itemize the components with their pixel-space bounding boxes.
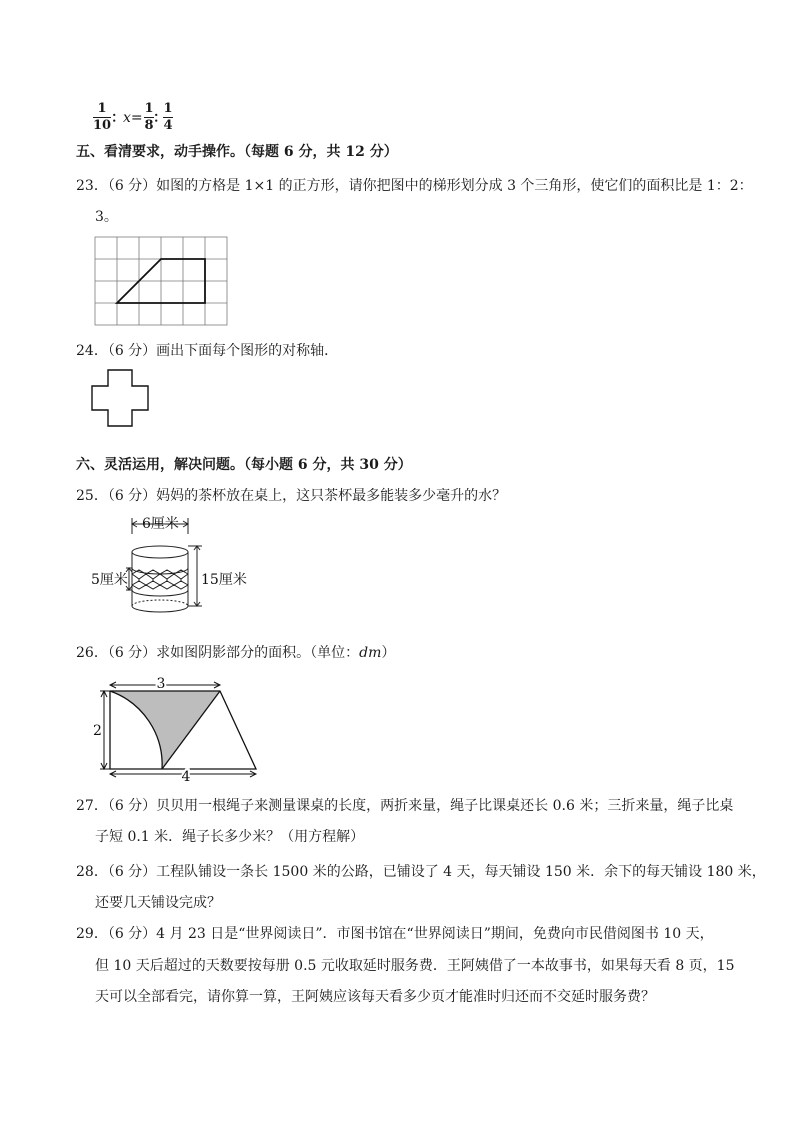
fraction-numerator: 1 xyxy=(163,101,173,116)
fraction-denominator: 10 xyxy=(93,118,112,133)
question-25-text: 25．（6 分）妈妈的茶杯放在桌上，这只茶杯最多能装多少毫升的水？ xyxy=(76,488,507,504)
label-left-2: 2 xyxy=(93,723,102,739)
cross-shape-figure xyxy=(90,368,150,428)
shaded-area-figure xyxy=(92,673,264,785)
question-28-text-cont: 还要几天铺设完成？ xyxy=(95,895,221,911)
question-29-text: 29．（6 分）4 月 23 日是“世界阅读日”．市图书馆在“世界阅读日”期间，免费向市民借阅图书 10 天， xyxy=(76,926,714,942)
grid-trapezoid-figure xyxy=(94,236,228,328)
label-total-height: 15厘米 xyxy=(201,572,247,588)
question-23-text-cont: 3。 xyxy=(95,209,118,225)
question-24-text: 24．（6 分）画出下面每个图形的对称轴． xyxy=(76,343,339,359)
fraction-denominator: 4 xyxy=(163,118,173,133)
label-width: 6厘米 xyxy=(142,516,179,532)
fraction-1-10 xyxy=(93,102,111,133)
label-bottom-4: 4 xyxy=(181,769,191,785)
shaded-region xyxy=(110,691,220,769)
section-title-6: 六、灵活运用，解决问题。（每小题 6 分，共 30 分） xyxy=(76,457,412,473)
cross-shape xyxy=(92,370,148,426)
unit-label: dm xyxy=(359,645,382,661)
cup-cylinder-figure xyxy=(90,512,250,620)
label-top-3: 3 xyxy=(156,676,166,692)
question-29-text-cont2: 天可以全部看完，请你算一算，王阿姨应该每天看多少页才能准时归还而不交延时服务费？ xyxy=(95,989,655,1005)
question-28-text: 28．（6 分）工程队铺设一条长 1500 米的公路，已铺设了 4 天，每天铺设 150 米．余下的每天铺设 180 米， xyxy=(76,864,766,880)
question-23-text: 23．（6 分）如图的方格是 1×1 的正方形，请你把图中的梯形划分成 3 个三角形，使它们的面积比是 1：2： xyxy=(76,178,753,194)
question-29-text-cont: 但 10 天后超过的天数要按每册 0.5 元收取延时服务费．王阿姨借了一本故事书，如果每天看 8 页，15 xyxy=(95,958,735,974)
fraction-1-4 xyxy=(163,102,173,133)
fraction-numerator: 1 xyxy=(144,101,154,116)
fraction-numerator: 1 xyxy=(97,101,107,116)
ratio-colon: ： xyxy=(111,110,125,126)
fraction-denominator: 8 xyxy=(144,118,154,133)
grid-lines xyxy=(95,237,227,325)
question-27-text: 27．（6 分）贝贝用一根绳子来测量课桌的长度，两折来量，绳子比课桌还长 0.6 米；三折来量，绳子比桌 xyxy=(76,798,734,814)
ratio-colon: ： xyxy=(153,110,167,126)
label-band-height: 5厘米 xyxy=(91,572,128,588)
variable-x: x= xyxy=(123,110,143,126)
question-27-text-cont: 子短 0.1 米．绳子长多少米？（用方程解） xyxy=(95,829,365,845)
section-title-5: 五、看清要求，动手操作。（每题 6 分，共 12 分） xyxy=(76,144,398,160)
question-26-text: 26．（6 分）求如图阴影部分的面积。（单位：dm） xyxy=(76,645,396,661)
